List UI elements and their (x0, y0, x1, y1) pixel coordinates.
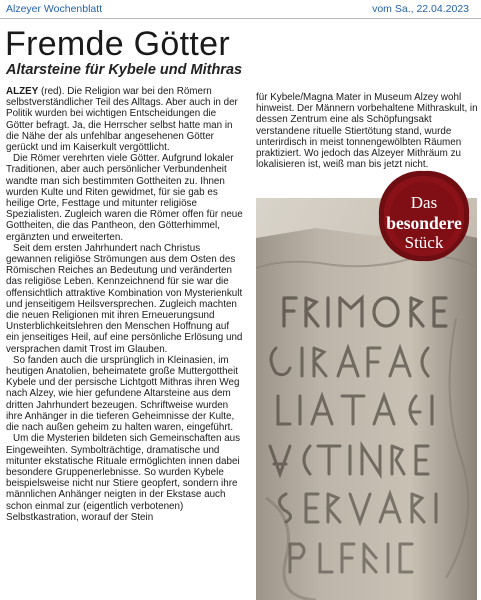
article-paragraph: Die Römer verehrten viele Götter. Aufgrund lokaler Traditionen, aber auch persönlicher Verbundenheit wandte man sich bestimmten Gottheiten zu. Ihnen wurden Kulte und Riten gewidmet, für sie gab es heilige Orte, Festtage und mitunter religiöse Spezialisten. Zugleich waren die Römer offen für neue Gottheiten, die das Pantheon, den Götterhimmel, ergänzten und erweiterten. (6, 153, 243, 243)
article-paragraph: So fanden auch die ursprünglich in Kleinasien, im heutigen Anatolien, beheimatete große Muttergottheit Kybele und der persische Lichtgott Mithras ihren Weg nach Alzey, wie hier gefundene Altarsteine aus dem dritten Jahrhundert bezeugen. Schriftweise wurden ihre Anhänger in die tieferen Geheimnisse der Kulte, die nach außen geheim zu halten waren, eingeführt. (6, 354, 240, 434)
article-paragraph: ALZEY (red). Die Religion war bei den Römern selbstverständlicher Teil des Alltags. Aber auch in der Politik wurden bei wichtigen Entscheidungen die Götter befragt. Ja, die Herrscher selbst hatte man in die Nähe der als unfehlbar angesehenen Götter gerückt und im Kaiserkult vergöttlicht. (6, 86, 238, 154)
article-paragraph: Seit dem ersten Jahrhundert nach Christus gewannen religiöse Strömungen aus dem Osten des Römischen Reiches an Bedeutung und veränderten das religiöse Leben. Kennzeichnend für sie war die offensichtlich attraktive Kombination von Mysterienkult und jenseitigem Heilsversprechen. Zugleich machten die neuen Religionen mit ihren Erneuerungsund Unsterblichkeitslehren den Menschen Hoffnung auf ein jenseitiges Heil, auf eine persönliche Erlösung und versprachen damit Trost im Glauben. (6, 242, 243, 355)
article-column-right (256, 92, 478, 170)
article-subtitle: Altarsteine für Kybele und Mithras (6, 62, 243, 78)
article-title: Fremde Götter (5, 25, 230, 63)
badge-line-3: Stück (404, 233, 444, 252)
issue-date: vom Sa., 22.04.2023 (372, 3, 469, 15)
badge-label (375, 193, 473, 253)
article-column-left (6, 86, 243, 600)
article-paragraph: für Kybele/Magna Mater in Museum Alzey wohl hinweist. Der Männern vorbehaltene Mithraskult, in dessen Zentrum eine als Schöpfungsakt verstandene rituelle Stiertötung stand, wurde unterirdisch in meist tonnengewölbten Räumen praktiziert. Wo jedoch das Alzeyer Mithräum zu lokalisieren ist, weiß man bis jetzt nicht. (256, 92, 478, 171)
badge-line-1: Das (410, 193, 438, 212)
badge-line-2: besondere (386, 213, 462, 233)
article-paragraph: Um die Mysterien bildeten sich Gemeinschaften aus Eingeweihten. Symbolträchtige, dramatische und mitunter ekstatische Rituale ermöglichten innen dabei besondere Gruppenerlebnisse. So wurden Kybele beispielsweise nicht nur Stiere geopfert, sondern ihre männlichen Anhänger neigten in der Ekstase auch schon einmal zur (eigentlich verbotenen) Selbstkastration, worauf der Stein (6, 433, 241, 523)
newspaper-name: Alzeyer Wochenblatt (6, 3, 103, 15)
header-bar (0, 0, 481, 19)
byline: ALZEY (6, 86, 39, 97)
